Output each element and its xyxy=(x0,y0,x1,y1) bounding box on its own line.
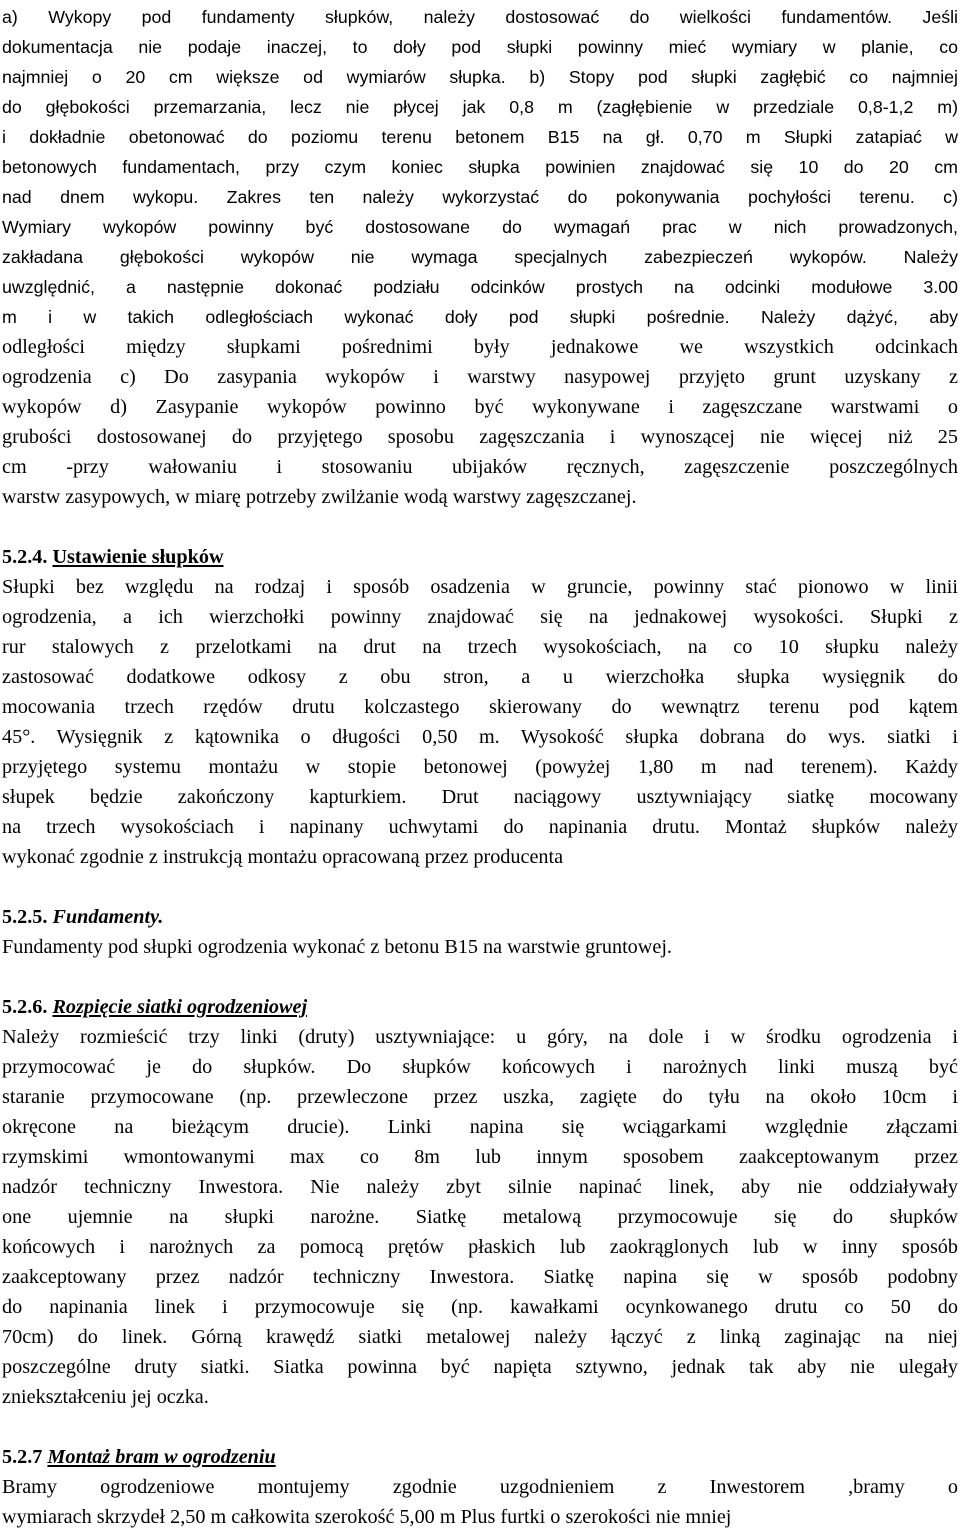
section-heading xyxy=(2,1442,958,1472)
section-number: 5.2.5. xyxy=(2,906,48,928)
section-title: Fundamenty. xyxy=(52,906,164,928)
section-title: Ustawienie słupków xyxy=(52,546,224,568)
text-line: rur stalowych z przelotkami na drut na trzech wysokościach, na co 10 słupku należy xyxy=(2,636,958,658)
text-line: zakładana głębokości wykopów nie wymaga specjalnych zabezpieczeń wykopów. Należy xyxy=(2,247,958,267)
text-line: Słupki bez względu na rodzaj i sposób osadzenia w gruncie, powinny stać pionowo w linii xyxy=(2,576,958,598)
text-line: odległości między słupkami pośrednimi były jednakowe we wszystkich odcinkach xyxy=(2,336,958,358)
text-line: nad dnem wykopu. Zakres ten należy wykorzystać do pokonywania pochyłości terenu. c) xyxy=(2,187,958,207)
text-line: m i w takich odległościach wykonać doły pod słupki pośrednie. Należy dążyć, aby xyxy=(2,307,958,327)
text-line: przyjętego systemu montażu w stopie betonowej (powyżej 1,80 m nad terenem). Każdy xyxy=(2,756,958,778)
text-line: najmniej o 20 cm większe od wymiarów słupka. b) Stopy pod słupki zagłębić co najmniej xyxy=(2,67,958,87)
text-line: dokumentacja nie podaje inaczej, to doły pod słupki powinny mieć wymiary w planie, co xyxy=(2,37,958,57)
text-line: rzymskimi wmontowanymi max co 8m lub innym sposobem zaakceptowanym przez xyxy=(2,1146,958,1168)
text-line: do napinania linek i przymocowuje się (np. kawałkami ocynkowanego drutu co 50 do xyxy=(2,1296,958,1318)
text-line: okręcone na bieżącym drucie). Linki napina się wciągarkami względnie złączami xyxy=(2,1116,958,1138)
text-line: 45°. Wysięgnik z kątownika o długości 0,50 m. Wysokość słupka dobrana do wys. siatki i xyxy=(2,726,958,748)
text-line: betonowych fundamentach, przy czym koniec słupka powinien znajdować się 10 do 20 cm xyxy=(2,157,958,177)
section-number: 5.2.6. xyxy=(2,996,48,1018)
text-line: Fundamenty pod słupki ogrodzenia wykonać z betonu B15 na warstwie gruntowej. xyxy=(2,936,672,958)
text-line: na trzech wysokościach i napinany uchwytami do napinania drutu. Montaż słupków należy xyxy=(2,816,958,838)
text-line: zaakceptowany przez nadzór techniczny Inwestora. Siatkę napina się w sposób podobny xyxy=(2,1266,958,1288)
text-line: nadzór techniczny Inwestora. Nie należy zbyt silnie napinać linek, aby nie oddziaływały xyxy=(2,1176,958,1198)
section-heading xyxy=(2,902,958,932)
text-line: wykopów d) Zasypanie wykopów powinno być wykonywane i zagęszczane warstwami o xyxy=(2,396,958,418)
text-line: a) Wykopy pod fundamenty słupków, należy dostosować do wielkości fundamentów. Jeśli xyxy=(2,7,958,27)
text-line: mocowania trzech rzędów drutu kolczastego skierowany do wewnątrz terenu pod kątem xyxy=(2,696,958,718)
text-line: poszczególne druty siatki. Siatka powinna być napięta sztywno, jednak tak aby nie ulegały xyxy=(2,1356,958,1378)
text-line: Wymiary wykopów powinny być dostosowane do wymagań prac w nich prowadzonych, xyxy=(2,217,958,237)
text-line: i dokładnie obetonować do poziomu terenu betonem B15 na gł. 0,70 m Słupki zatapiać w xyxy=(2,127,958,147)
section-number: 5.2.7 xyxy=(2,1446,43,1468)
text-line: wymiarach skrzydeł 2,50 m całkowita szerokość 5,00 m Plus furtki o szerokości nie mniej xyxy=(2,1506,732,1528)
text-line: uwzględnić, a następnie dokonać podziału odcinków prostych na odcinki modułowe 3.00 xyxy=(2,277,958,297)
text-line: słupek będzie zakończony kapturkiem. Drut naciągowy usztywniający siatkę mocowany xyxy=(2,786,958,808)
text-line: grubości dostosowanej do przyjętego sposobu zagęszczania i wynoszącej nie więcej niż 25 xyxy=(2,426,958,448)
text-line: one ujemnie na słupki narożne. Siatkę metalową przymocowuje się do słupków xyxy=(2,1206,958,1228)
text-line: staranie przymocowane (np. przewleczone przez uszka, zagięte do tyłu na około 10cm i xyxy=(2,1086,958,1108)
section-number: 5.2.4. xyxy=(2,546,48,568)
text-line: zniekształceniu jej oczka. xyxy=(2,1386,209,1408)
text-line: przymocować je do słupków. Do słupków końcowych i narożnych linki muszą być xyxy=(2,1056,958,1078)
text-line: ogrodzenia c) Do zasypania wykopów i warstwy nasypowej przyjęto grunt uzyskany z xyxy=(2,366,958,388)
section-heading xyxy=(2,992,958,1022)
text-line: końcowych i narożnych za pomocą prętów płaskich lub zaokrąglonych lub w inny sposób xyxy=(2,1236,958,1258)
text-line: do głębokości przemarzania, lecz nie płycej jak 0,8 m (zagłębienie w przedziale 0,8-1,2 m) xyxy=(2,97,958,117)
text-line: warstw zasypowych, w miarę potrzeby zwilżanie wodą warstwy zagęszczanej. xyxy=(2,486,637,508)
text-line: ogrodzenia, a ich wierzchołki powinny znajdować się na jednakowej wysokości. Słupki z xyxy=(2,606,958,628)
text-line: zastosować dodatkowe odkosy z obu stron, a u wierzchołka słupka wysięgnik do xyxy=(2,666,958,688)
text-line: Należy rozmieścić trzy linki (druty) usztywniające: u góry, na dole i w środku ogrodzenia i xyxy=(2,1026,958,1048)
section-title: Montaż bram w ogrodzeniu xyxy=(47,1446,276,1468)
text-line: cm -przy wałowaniu i stosowaniu ubijaków ręcznych, zagęszczenie poszczególnych xyxy=(2,456,958,478)
section-heading xyxy=(2,542,958,572)
text-line: Bramy ogrodzeniowe montujemy zgodnie uzgodnieniem z Inwestorem ,bramy o xyxy=(2,1476,958,1498)
section-title: Rozpięcie siatki ogrodzeniowej xyxy=(52,996,308,1018)
text-line: 70cm) do linek. Górną krawędź siatki metalowej należy łączyć z linką zaginając na niej xyxy=(2,1326,958,1348)
text-line: wykonać zgodnie z instrukcją montażu opracowaną przez producenta xyxy=(2,846,564,868)
